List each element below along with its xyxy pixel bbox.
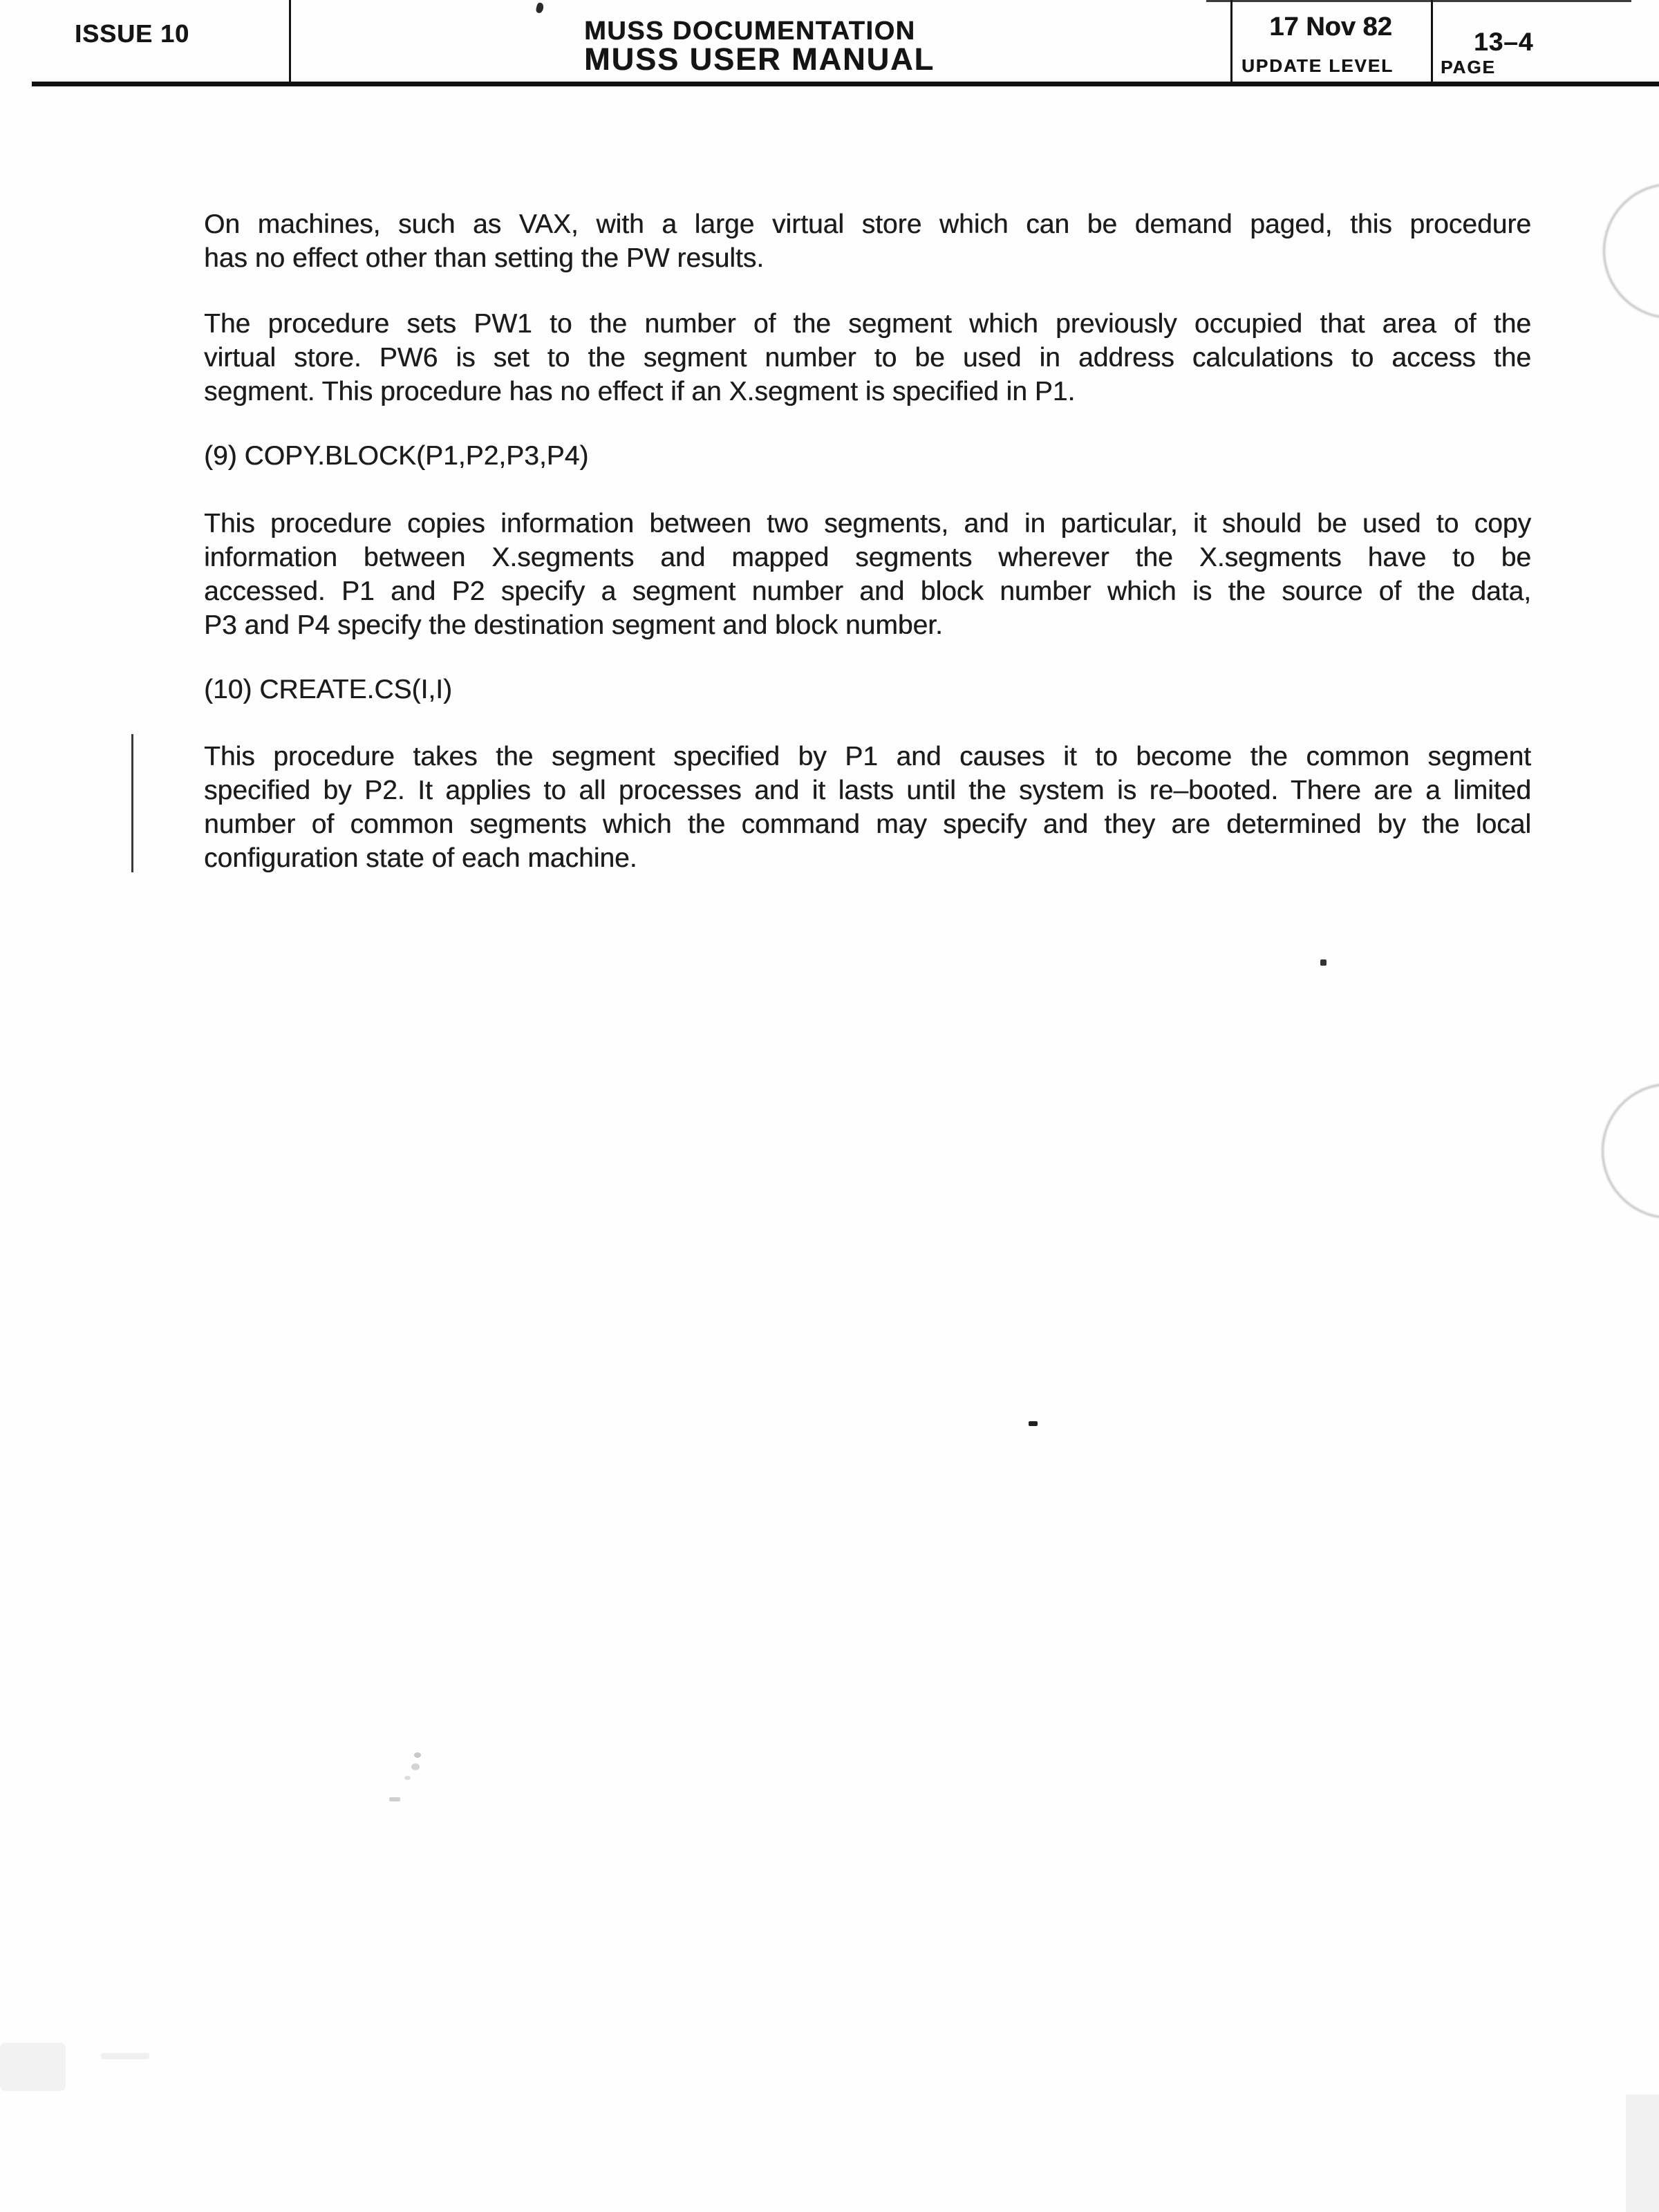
text-line: accessed. P1 and P2 specify a segment number and block number which is the source of the data, [204,577,1531,606]
text-line: This procedure takes the segment specified by P1 and causes it to become the common segment [204,742,1531,771]
scan-edge-artifact [1206,0,1631,2]
text-line: configuration state of each machine. [204,843,637,873]
scan-speck [1320,959,1327,966]
section-10-heading: (10) CREATE.CS(I,I) [204,675,452,704]
scan-blotch [0,2043,66,2091]
hole-punch-shadow [1603,183,1659,319]
text-line: number of common segments which the command may specify and they are determined by the local [204,809,1531,839]
scan-speck [389,1797,400,1801]
margin-change-bar [131,734,133,872]
body-paragraph-3 [204,507,1531,642]
document-title-line1: MUSS DOCUMENTATION [584,17,916,46]
page-number: 13–4 [1474,28,1534,56]
scan-blotch [101,2053,149,2059]
document-title-line2: MUSS USER MANUAL [584,41,935,77]
scan-speck-cluster [404,1752,432,1804]
text-line: P3 and P4 specify the destination segment and block number. [204,610,943,640]
body-paragraph-4 [204,740,1531,875]
scan-speck [1029,1421,1038,1426]
page-label: PAGE [1441,57,1496,77]
section-9-heading: (9) COPY.BLOCK(P1,P2,P3,P4) [204,441,589,471]
issue-number: ISSUE 10 [75,19,190,48]
body-paragraph-2 [204,307,1531,409]
hole-punch-shadow [1602,1083,1659,1219]
text-line: This procedure copies information between two segments, and in particular, it should be used to copy [204,509,1531,538]
text-line: On machines, such as VAX, with a large virtual store which can be demand paged, this procedure [204,209,1531,239]
update-level-label: UPDATE LEVEL [1241,55,1394,76]
header-rule [32,82,1659,86]
text-line: segment. This procedure has no effect if an X.segment is specified in P1. [204,377,1076,406]
text-line: information between X.segments and mapped segments wherever the X.segments have to be [204,543,1531,572]
header-divider-3 [1431,0,1433,84]
text-line: has no effect other than setting the PW results. [204,243,765,273]
scan-edge-artifact [1626,2094,1659,2212]
text-line: specified by P2. It applies to all processes and it lasts until the system is re–booted. There are a limited [204,776,1531,805]
text-line: virtual store. PW6 is set to the segment number to be used in address calculations to access the [204,343,1531,373]
body-paragraph-1 [204,207,1531,275]
header-divider-1 [289,0,291,84]
scan-speck [535,2,544,14]
text-line: The procedure sets PW1 to the number of the segment which previously occupied that area of the [204,309,1531,339]
update-date: 17 Nov 82 [1269,12,1392,41]
